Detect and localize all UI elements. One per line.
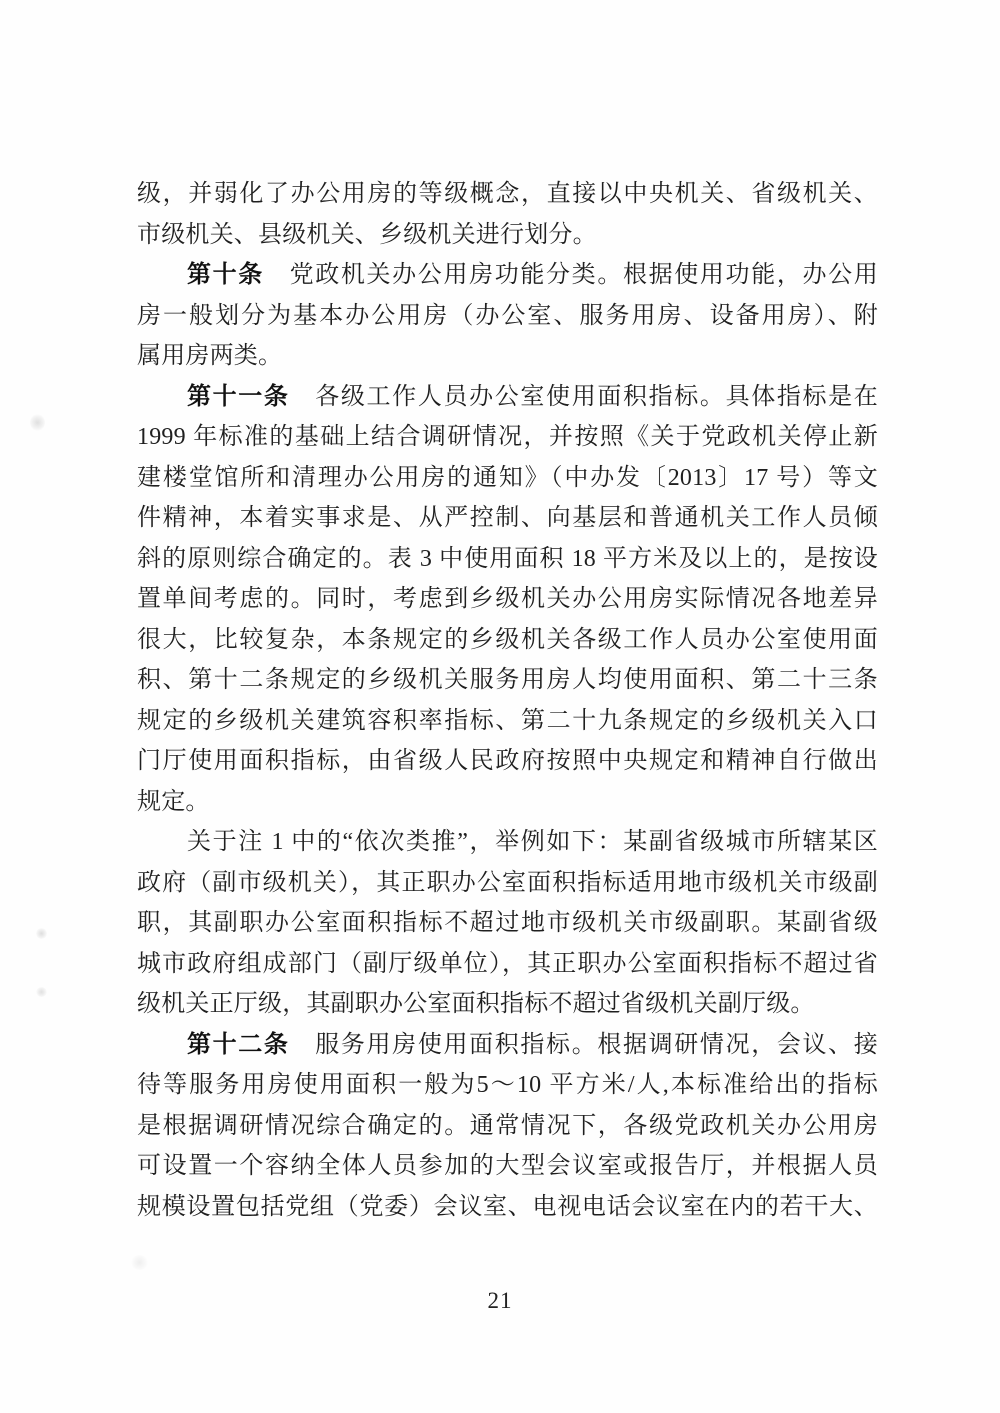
text-line: [137, 620, 878, 661]
scan-smudge: [30, 414, 45, 431]
text-segment: 很大，比较复杂，本条规定的乡级机关各级工作人员办公室使用面: [137, 626, 878, 653]
text-line: [137, 741, 878, 782]
text-segment: 服务用房使用面积指标。根据调研情况，会议、接: [289, 1031, 878, 1058]
text-segment: 待等服务用房使用面积一般为5～10 平方米/人,本标准给出的指标: [137, 1072, 878, 1098]
paragraph: [137, 1025, 878, 1228]
article-heading: 第十条: [187, 262, 264, 288]
text-line: [137, 944, 878, 985]
text-segment: 是根据调研情况综合确定的。通常情况下，各级党政机关办公用房: [137, 1112, 878, 1139]
text-segment: 级，并弱化了办公用房的等级概念，直接以中央机关、省级机关、: [137, 181, 878, 207]
text-segment: 房一般划分为基本办公用房（办公室、服务用房、设备用房）、附: [137, 302, 878, 329]
text-segment: 政府（副市级机关），其正职办公室面积指标适用地市级机关市级副: [137, 869, 878, 896]
text-line: [137, 1025, 878, 1066]
text-line: [137, 984, 878, 1025]
text-segment: 件精神，本着实事求是、从严控制、向基层和普通机关工作人员倾: [137, 505, 878, 531]
text-line: [137, 296, 878, 337]
text-line: [137, 215, 878, 256]
text-line: [137, 377, 878, 418]
scan-smudge: [36, 987, 47, 997]
text-line: [137, 458, 878, 499]
text-line: [137, 822, 878, 863]
scan-smudge: [131, 1255, 148, 1270]
article-heading: 第十二条: [187, 1031, 290, 1058]
text-segment: 门厅使用面积指标，由省级人民政府按照中央规定和精神自行做出: [137, 748, 878, 774]
text-segment: 规定的乡级机关建筑容积率指标、第二十九条规定的乡级机关入口: [137, 707, 878, 734]
text-line: [137, 782, 878, 823]
paragraph: [137, 822, 878, 1025]
text-line: [137, 660, 878, 701]
text-segment: 建楼堂馆所和清理办公用房的通知》（中办发〔2013〕17 号）等文: [137, 464, 878, 491]
text-segment: 置单间考虑的。同时，考虑到乡级机关办公用房实际情况各地差异: [137, 586, 878, 612]
text-segment: 规模设置包括党组（党委）会议室、电视电话会议室在内的若干大、: [137, 1193, 878, 1220]
text-segment: 级机关正厅级，其副职办公室面积指标不超过省级机关副厅级。: [137, 991, 815, 1017]
text-line: [137, 336, 878, 377]
text-segment: 属用房两类。: [137, 343, 283, 369]
text-line: [137, 539, 878, 580]
paragraph: [137, 174, 878, 255]
text-segment: 可设置一个容纳全体人员参加的大型会议室或报告厅，并根据人员: [137, 1153, 878, 1179]
text-segment: 1999 年标准的基础上结合调研情况，并按照《关于党政机关停止新: [137, 424, 878, 450]
page-number: 21: [487, 1288, 513, 1313]
scan-smudge: [36, 928, 47, 939]
text-line: [137, 498, 878, 539]
document-text: [137, 174, 878, 1227]
text-segment: 规定。: [137, 788, 210, 815]
text-segment: 职，其副职办公室面积指标不超过地市级机关市级副职。某副省级: [137, 910, 878, 936]
article-heading: 第十一条: [187, 383, 290, 410]
text-line: [137, 417, 878, 458]
text-segment: 斜的原则综合确定的。表 3 中使用面积 18 平方米及以上的，是按设: [137, 545, 878, 572]
paragraph: [137, 255, 878, 377]
text-segment: 关于注 1 中的“依次类推”，举例如下：某副省级城市所辖某区: [187, 829, 878, 855]
text-line: [137, 1187, 878, 1228]
text-line: [137, 174, 878, 215]
text-line: [137, 255, 878, 296]
text-segment: 各级工作人员办公室使用面积指标。具体指标是在: [289, 383, 878, 410]
text-line: [137, 863, 878, 904]
text-line: [137, 701, 878, 742]
paragraph: [137, 377, 878, 823]
text-segment: 市级机关、县级机关、乡级机关进行划分。: [137, 221, 597, 248]
text-segment: 党政机关办公用房功能分类。根据使用功能，办公用: [263, 262, 878, 288]
text-line: [137, 1106, 878, 1147]
text-line: [137, 1146, 878, 1187]
text-line: [137, 1065, 878, 1106]
text-segment: 积、第十二条规定的乡级机关服务用房人均使用面积、第二十三条: [137, 667, 878, 693]
text-line: [137, 579, 878, 620]
text-line: [137, 903, 878, 944]
text-segment: 城市政府组成部门（副厅级单位），其正职办公室面积指标不超过省: [137, 950, 878, 977]
